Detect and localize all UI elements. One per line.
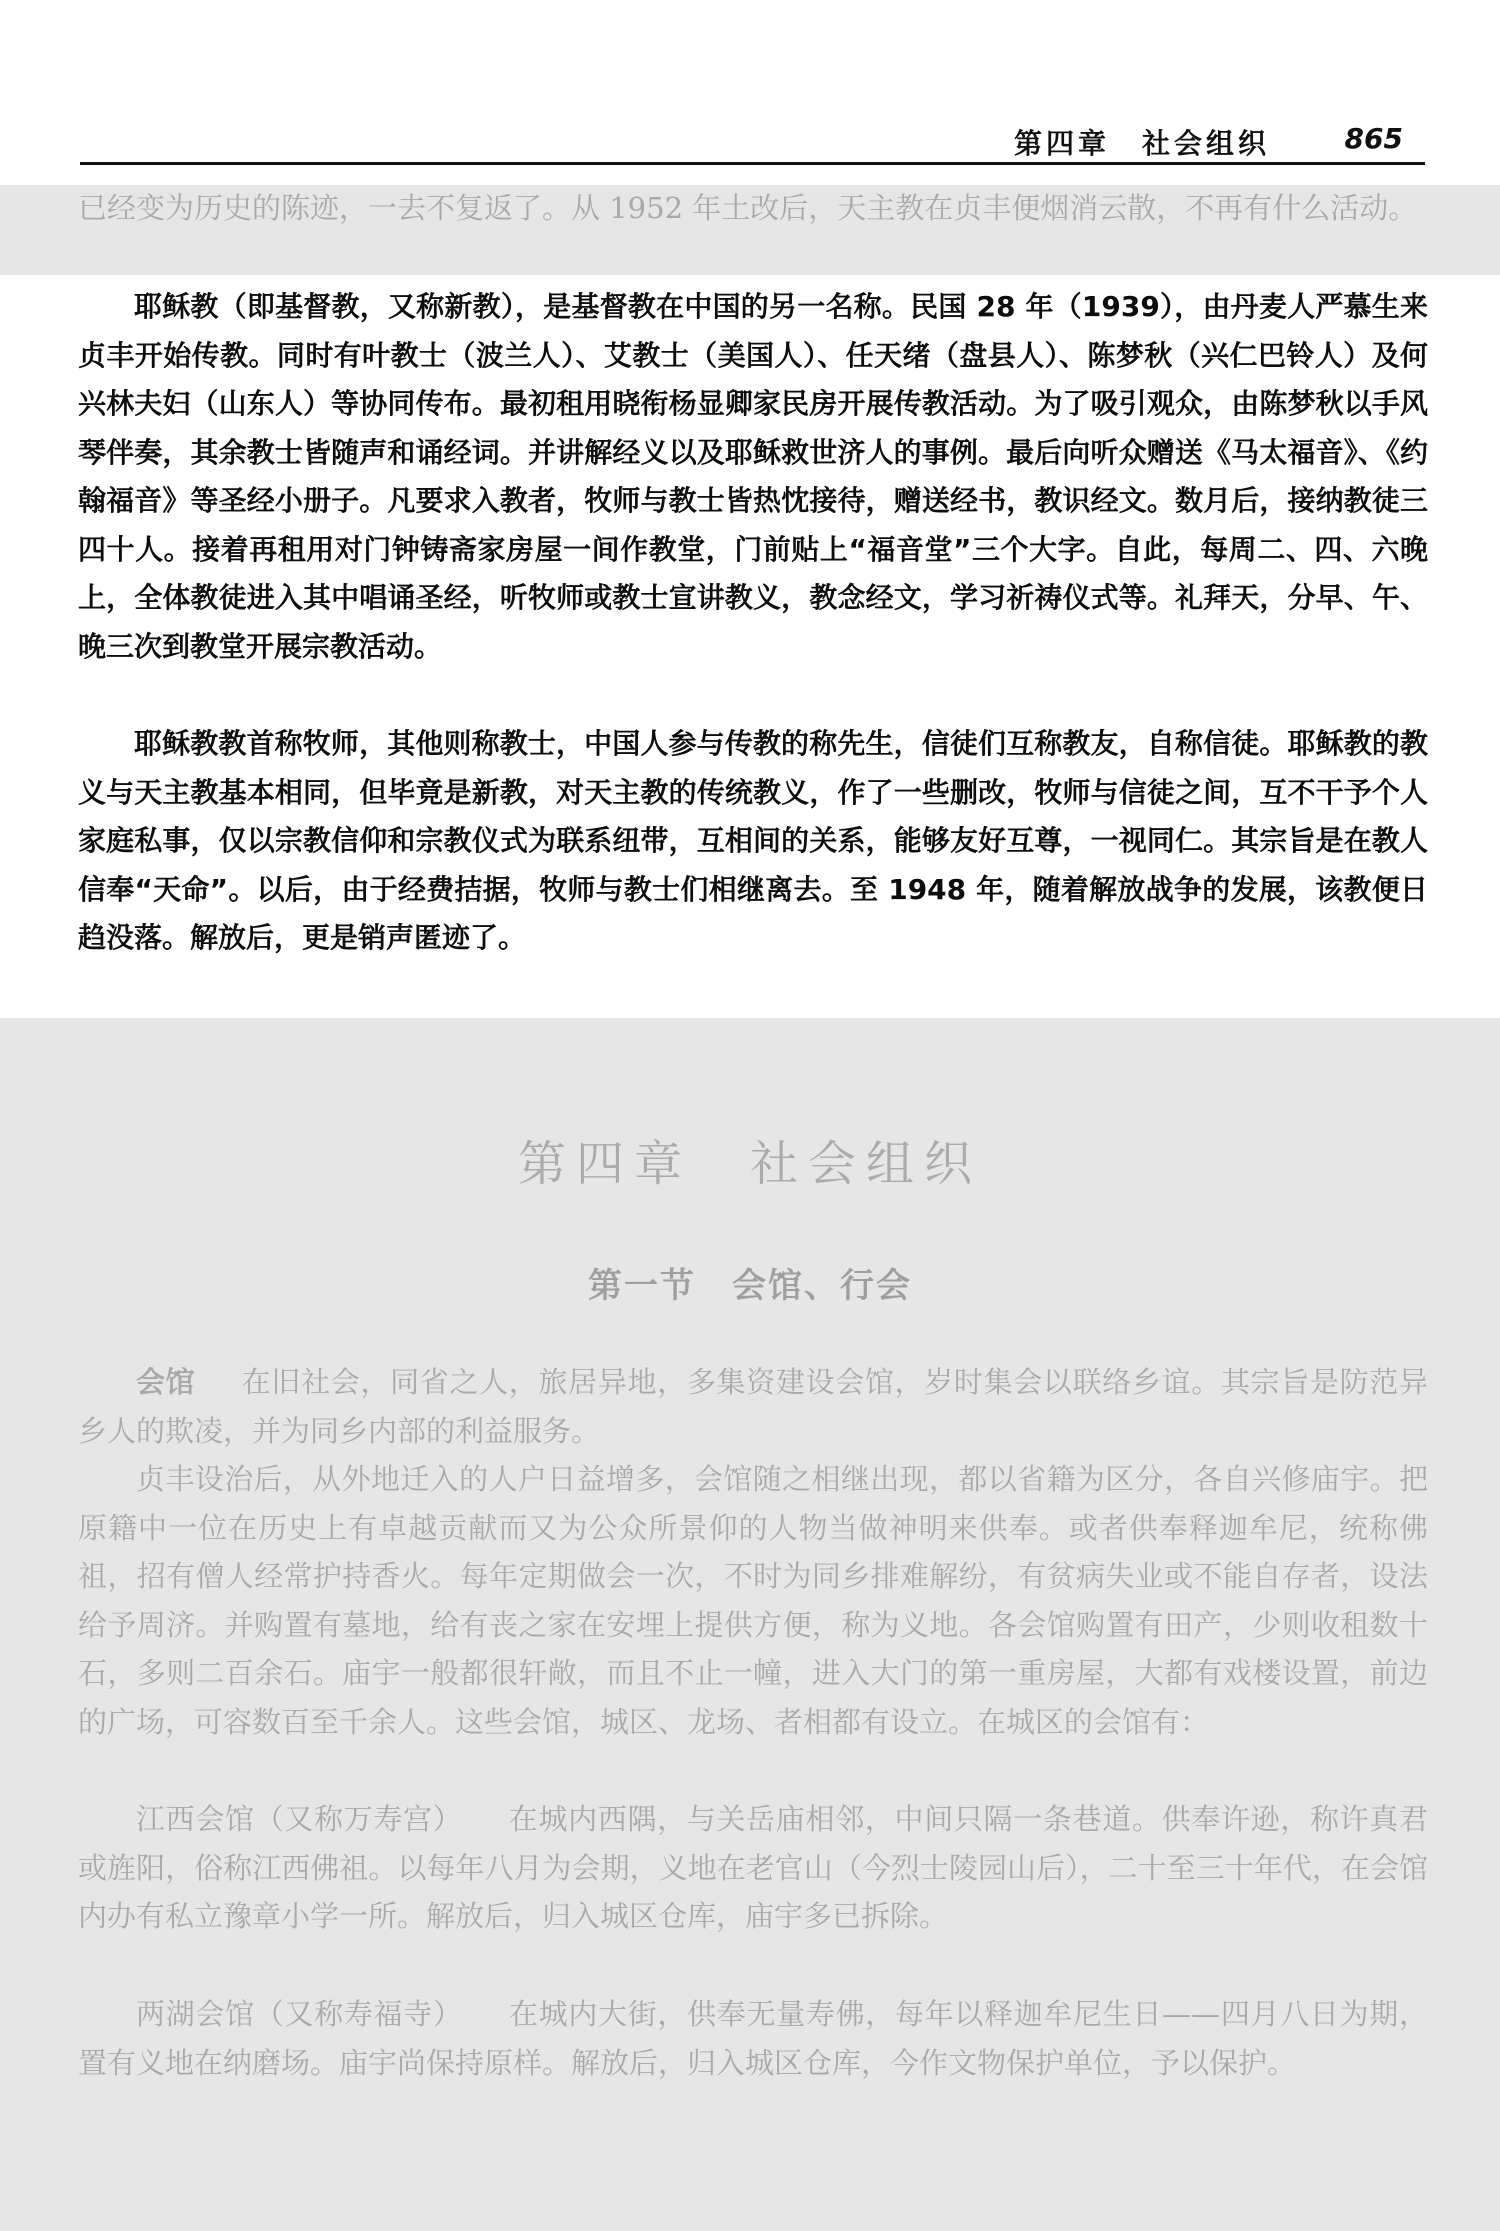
paragraph-protestantism-doctrine: 耶稣教教首称牧师，其他则称教士，中国人参与传教的称先生，信徒们互称教友，自称信徒。耶稣教的教义与天主教基本相同，但毕竟是新教，对天主教的传统教义，作了一些删改，牧师与信徒之间，互不干予个人家庭私事，仅以宗教信仰和宗教仪式为联系纽带，互相间的关系，能够友好互尊，一视同仁。其宗旨是在教人信奉“天命”。以后，由于经费拮据，牧师与教士们相继离去。至 1948 年，随着解放战争的发展，该教便日趋没落。解放后，更是销声匿迹了。 (78, 727, 1428, 954)
lianghu-guild-term: 两湖会馆（又称寿福寺） (136, 1997, 463, 2031)
paragraph-guild-intro (78, 1358, 1428, 1455)
jiangxi-guild-text: 在城内西隅，与关岳庙相邻，中间只隔一条巷道。供奉许逊，称许真君或旌阳，俗称江西佛祖。以每年八月为会期，义地在老官山（今烈士陵园山后），二十至三十年代，在会馆内办有私立豫章小学一所。解放后，归入城区仓库，庙宇多已拆除。 (78, 1802, 1428, 1933)
running-header (80, 118, 1425, 165)
paragraph-guild-history: 贞丰设治后，从外地迁入的人户日益增多，会馆随之相继出现，都以省籍为区分，各自兴修庙宇。把原籍中一位在历史上有卓越贡献而又为公众所景仰的人物当做神明来供奉。或者供奉释迦牟尼，统称佛祖，招有僧人经常护持香火。每年定期做会一次，不时为同乡排难解纷，有贫病失业或不能自存者，设法给予周济。并购置有墓地，给有丧之家在安埋上提供方便，称为义地。各会馆购置有田产，少则收租数十石，多则二百余石。庙宇一般都很轩敞，而且不止一幢，进入大门的第一重房屋，大都有戏楼设置，前边的广场，可容数百至千余人。这些会馆，城区、龙场、者相都有设立。在城区的会馆有： (78, 1462, 1428, 1739)
lianghu-guild-text: 在城内大街，供奉无量寿佛，每年以释迦牟尼生日——四月八日为期，置有义地在纳磨场。庙宇尚保持原样。解放后，归入城区仓库，今作文物保护单位，予以保护。 (78, 1997, 1428, 2080)
chapter-title: 第四章 社会组织 (517, 1136, 982, 1192)
guild-intro-text: 在旧社会，同省之人，旅居异地，多集资建设会馆，岁时集会以联络乡谊。其宗旨是防范异乡人的欺凌，并为同乡内部的利益服务。 (78, 1365, 1428, 1448)
paragraph-protestantism-intro: 耶稣教（即基督教，又称新教），是基督教在中国的另一名称。民国 28 年（1939），由丹麦人严慕生来贞丰开始传教。同时有叶教士（波兰人）、艾教士（美国人）、任天绪（盘县人）、陈梦秋（兴仁巴铃人）及何兴林夫妇（山东人）等协同传布。最初租用晓衔杨显卿家民房开展传教活动。为了吸引观众，由陈梦秋以手风琴伴奏，其余教士皆随声和诵经词。并讲解经义以及耶稣救世济人的事例。最后向听众赠送《马太福音》、《约翰福音》等圣经小册子。凡要求入教者，牧师与教士皆热忱接待，赠送经书，教识经文。数月后，接纳教徒三四十人。接着再租用对门钟铸斋家房屋一间作教堂，门前贴上“福音堂”三个大字。自此，每周二、四、六晚上，全体教徒进入其中唱诵圣经，听牧师或教士宣讲教义，教念经文，学习祈祷仪式等。礼拜天，分早、午、晚三次到教堂开展宗教活动。 (78, 290, 1428, 663)
paragraph-jiangxi-guild (78, 1795, 1428, 1941)
header-chapter-title: 第四章 社会组织 (1013, 127, 1270, 160)
paragraph-lianghu-guild (78, 1990, 1428, 2087)
jiangxi-guild-term: 江西会馆（又称万寿宫） (136, 1802, 463, 1836)
section-title: 第一节 会馆、行会 (588, 1266, 912, 1306)
paragraph-continuation: 已经变为历史的陈迹，一去不复返了。从 1952 年土改后，天主教在贞丰便烟消云散，不再有什么活动。 (78, 191, 1418, 225)
guild-term: 会馆 (136, 1365, 196, 1399)
page-number: 865 (1344, 122, 1403, 155)
